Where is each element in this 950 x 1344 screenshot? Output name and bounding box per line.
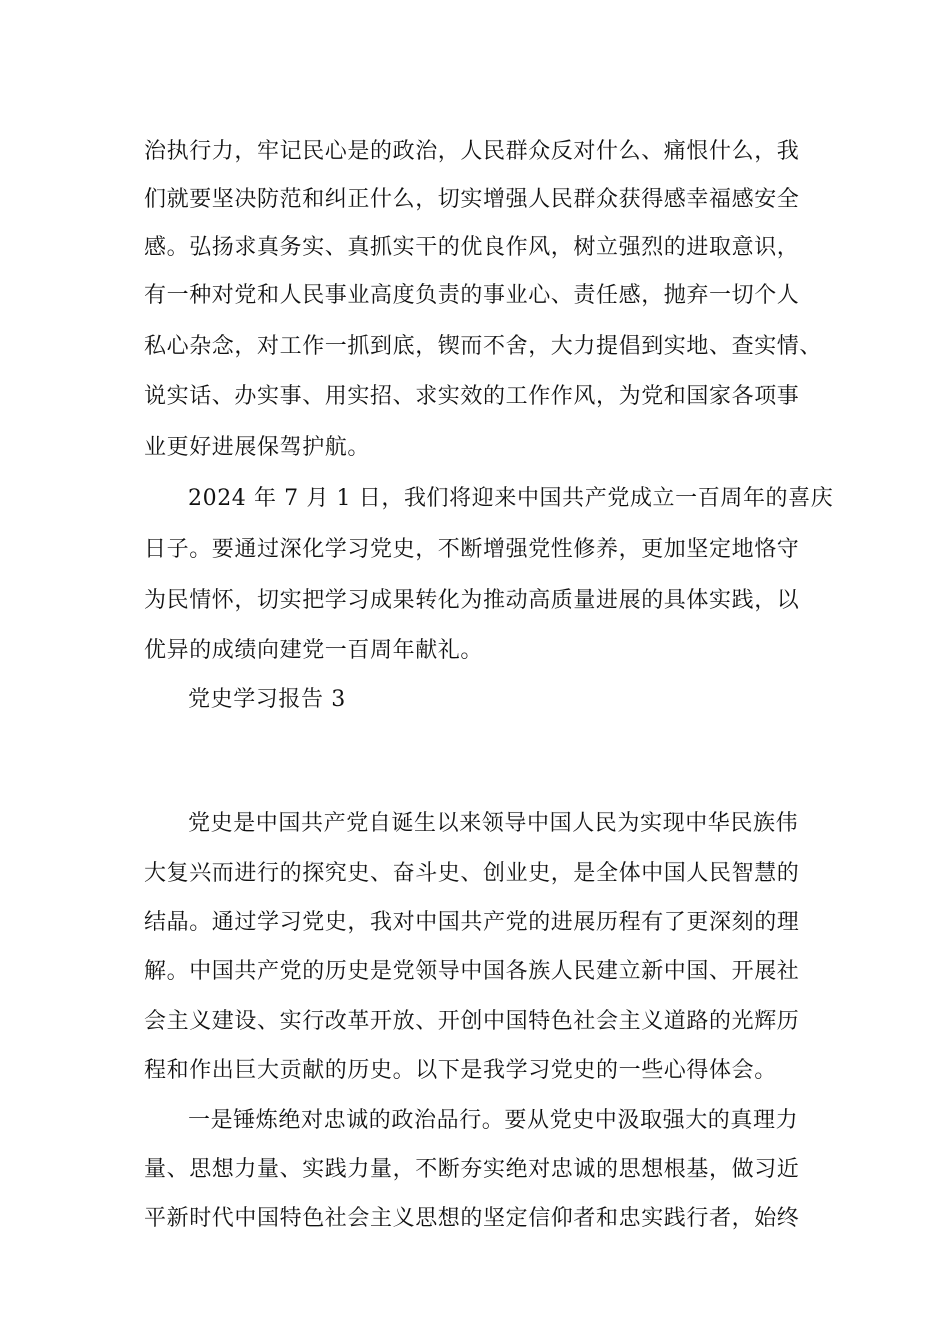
- paragraph-line: 会主义建设、实行改革开放、开创中国特色社会主义道路的光辉历: [144, 1009, 800, 1034]
- paragraph-line: 有一种对党和人民事业高度负责的事业心、责任感，抛弃一切个人: [144, 283, 800, 308]
- paragraph-line: 2024 年 7 月 1 日，我们将迎来中国共产党成立一百周年的喜庆: [188, 486, 834, 511]
- paragraph-line: 治执行力，牢记民心是的政治，人民群众反对什么、痛恨什么，我: [144, 139, 800, 164]
- paragraph-line: 结晶。通过学习党史，我对中国共产党的进展历程有了更深刻的理: [144, 910, 800, 935]
- paragraph-line: 党史是中国共产党自诞生以来领导中国人民为实现中华民族伟: [188, 811, 799, 836]
- paragraph-line: 日子。要通过深化学习党史，不断增强党性修养，更加坚定地恪守: [144, 537, 800, 562]
- section-heading: 党史学习报告 3: [188, 687, 346, 712]
- paragraph-line: 优异的成绩向建党一百周年献礼。: [144, 638, 484, 663]
- paragraph-line: 私心杂念，对工作一抓到底，锲而不舍，大力提倡到实地、查实情、: [144, 334, 823, 359]
- paragraph-line: 感。弘扬求真务实、真抓实干的优良作风，树立强烈的进取意识，: [144, 235, 800, 260]
- paragraph-line: 量、思想力量、实践力量，不断夯实绝对忠诚的思想根基，做习近: [144, 1157, 800, 1182]
- paragraph-line: 为民情怀，切实把学习成果转化为推动高质量进展的具体实践，以: [144, 588, 800, 613]
- paragraph-line: 一是锤炼绝对忠诚的政治品行。要从党史中汲取强大的真理力: [188, 1108, 799, 1133]
- paragraph-line: 说实话、办实事、用实招、求实效的工作作风，为党和国家各项事: [144, 384, 800, 409]
- paragraph-line: 程和作出巨大贡献的历史。以下是我学习党史的一些心得体会。: [144, 1058, 777, 1083]
- paragraph-line: 大复兴而进行的探究史、奋斗史、创业史，是全体中国人民智慧的: [144, 861, 800, 886]
- paragraph-line: 业更好进展保驾护航。: [144, 435, 371, 460]
- paragraph-line: 们就要坚决防范和纠正什么，切实增强人民群众获得感幸福感安全: [144, 187, 800, 212]
- paragraph-line: 平新时代中国特色社会主义思想的坚定信仰者和忠实践行者，始终: [144, 1206, 800, 1231]
- paragraph-line: 解。中国共产党的历史是党领导中国各族人民建立新中国、开展社: [144, 959, 800, 984]
